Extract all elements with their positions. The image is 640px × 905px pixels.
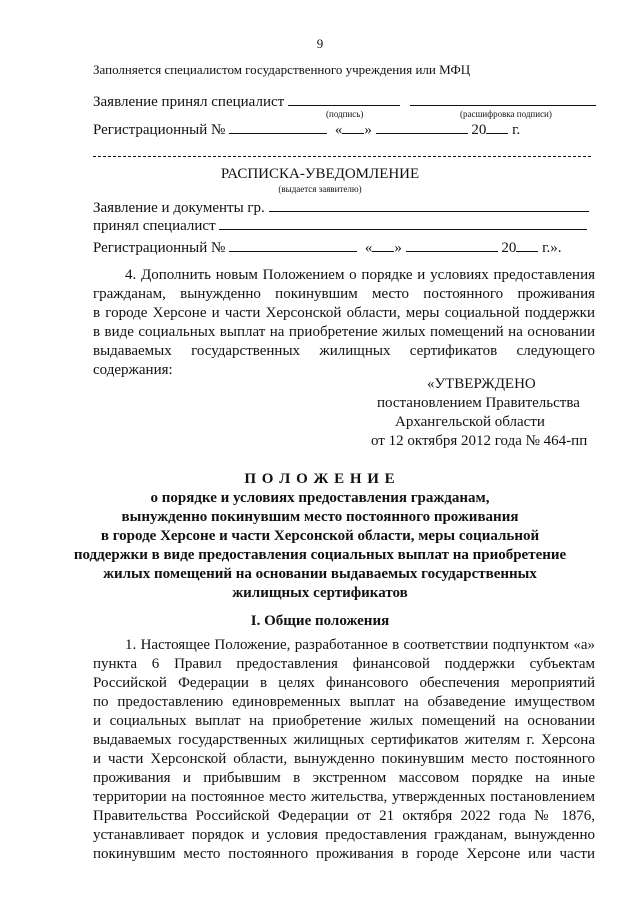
year-prefix: 20 xyxy=(471,122,487,138)
receipt-day-line xyxy=(372,238,394,252)
receipt-year-suffix: г.». xyxy=(542,240,562,256)
receipt-number-line xyxy=(229,238,357,252)
subtitle-line: вынужденно покинувшим место постоянного проживания xyxy=(121,509,519,525)
signature-line xyxy=(288,92,400,106)
receipt-title: РАСПИСКА-УВЕДОМЛЕНИЕ xyxy=(220,166,420,182)
paragraph-line: Российской Федерации в целях финансового обеспечения мероприятий xyxy=(93,675,595,691)
paragraph-line: по предоставлению единовременных выплат на обзаведение имуществом xyxy=(93,694,595,710)
accepted-label: принял специалист xyxy=(93,218,216,234)
cut-divider xyxy=(93,156,591,157)
day-line xyxy=(342,120,364,134)
subtitle-line: жилых помещений на основании выдаваемых государственных xyxy=(103,566,537,582)
receipt-date-open-quote: « xyxy=(364,240,373,256)
paragraph-line: Правительства Российской Федерации от 21 октября 2022 года № 1876, xyxy=(93,808,595,824)
subtitle-line: о порядке и условиях предоставления гражданам, xyxy=(150,490,490,506)
decode-line xyxy=(410,92,596,106)
item4-line: гражданам, вынужденно покинувшим место постоянного проживания xyxy=(93,286,595,302)
subtitle-line: поддержки в виде предоставления социальных выплат на приобретение xyxy=(73,547,567,563)
receipt-year-prefix: 20 xyxy=(501,240,517,256)
item4-line: содержания: xyxy=(93,362,173,378)
approved-line: «УТВЕРЖДЕНО xyxy=(427,376,536,392)
receipt-docs-row xyxy=(93,198,589,217)
receipt-accepted-row xyxy=(93,216,587,235)
approved-line: от 12 октября 2012 года № 464-пп xyxy=(371,433,588,449)
paragraph-line: покинувшим место постоянного проживания в городе Херсоне или части xyxy=(93,846,595,862)
date-open-quote: « xyxy=(334,122,343,138)
receipt-date-close-quote: » xyxy=(394,240,402,256)
subtitle-line: жилищных сертификатов xyxy=(232,585,408,601)
registration-label: Регистрационный № xyxy=(93,122,226,138)
top-note: Заполняется специалистом государственного учреждения или МФЦ xyxy=(93,62,471,77)
item4-line: в городе Херсоне и части Херсонской области, меры социальной поддержки xyxy=(93,305,595,321)
page-number: 9 xyxy=(316,36,324,51)
item4-line: в виде социальных выплат на приобретение жилых помещений на основании xyxy=(93,324,595,340)
paragraph-line: пункта 6 Правил предоставления финансовой поддержки субъектам xyxy=(93,656,595,672)
receipt-month-line xyxy=(406,238,498,252)
paragraph-line: 1. Настоящее Положение, разработанное в соответствии подпунктом «а» xyxy=(125,637,595,653)
item4-line: выдаваемых государственных жилищных сертификатов следующего xyxy=(93,343,595,359)
paragraph-line: и части Херсонской области, вынужденно покинувшим место постоянного xyxy=(93,751,595,767)
paragraph-line: территории на постоянное место жительства, утвержденных постановлением xyxy=(93,789,595,805)
registration-number-line xyxy=(229,120,327,134)
receipt-year-line xyxy=(516,238,538,252)
document-title: П О Л О Ж Е Н И Е xyxy=(244,471,396,487)
accept-label: Заявление принял специалист xyxy=(93,94,285,110)
registration-row xyxy=(93,120,520,139)
receipt-subtitle: (выдается заявителю) xyxy=(278,184,362,194)
item4-line: 4. Дополнить новым Положением о порядке и условиях предоставления xyxy=(125,267,595,283)
paragraph-line: выдаваемых государственных жилищных сертификатов жителям г. Херсона xyxy=(93,732,595,748)
date-close-quote: » xyxy=(364,122,372,138)
paragraph-line: и социальных выплат на приобретение жилых помещений на основании xyxy=(93,713,595,729)
year-suffix: г. xyxy=(512,122,521,138)
applicant-name-line xyxy=(269,198,589,212)
docs-label: Заявление и документы гр. xyxy=(93,200,265,216)
specialist-line xyxy=(219,216,587,230)
year-line xyxy=(486,120,508,134)
approved-line: Архангельской области xyxy=(395,414,545,430)
paragraph-line: проживания и прибывшим в экстренном массовом порядке на иные xyxy=(93,770,595,786)
month-line xyxy=(376,120,468,134)
signature-caption: (подпись) xyxy=(326,109,364,119)
paragraph-line: устанавливает порядок и условия предоставления гражданам, вынужденно xyxy=(93,827,595,843)
approved-line: постановлением Правительства xyxy=(377,395,580,411)
decode-caption: (расшифровка подписи) xyxy=(460,109,552,119)
receipt-registration-row xyxy=(93,238,562,257)
subtitle-line: в городе Херсоне и части Херсонской области, меры социальной xyxy=(100,528,540,544)
section-heading: I. Общие положения xyxy=(250,613,390,629)
receipt-registration-label: Регистрационный № xyxy=(93,240,226,256)
